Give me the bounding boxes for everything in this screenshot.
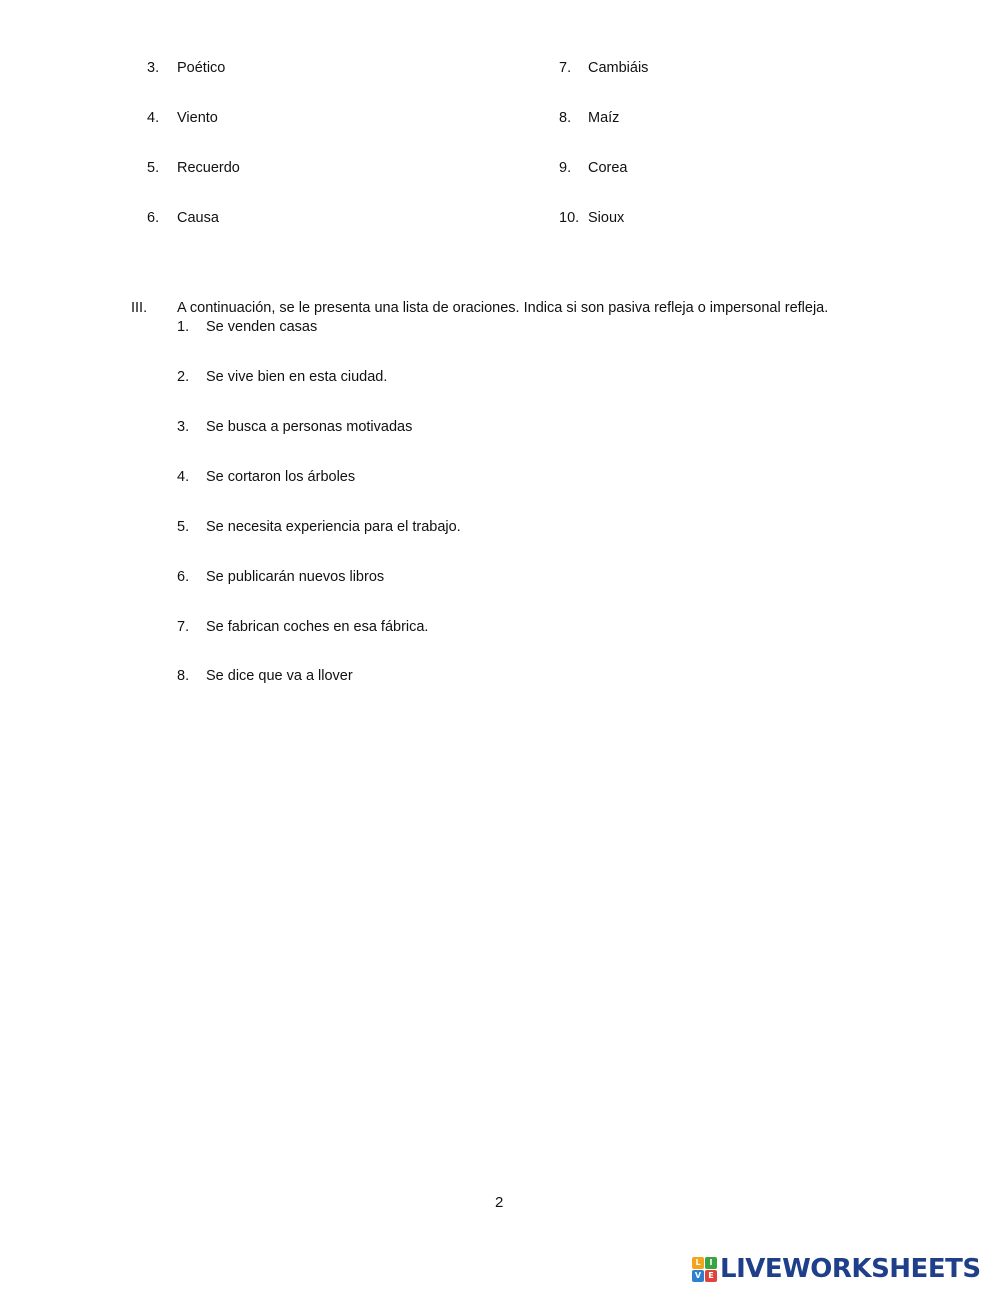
liveworksheets-logo[interactable]	[692, 1254, 981, 1284]
sentence-number: 4.	[177, 469, 190, 485]
logo-mark-icon	[692, 1257, 717, 1282]
list-item-number: 9.	[559, 160, 572, 176]
sentence-number: 7.	[177, 619, 190, 635]
list-item-word: Causa	[177, 210, 219, 226]
sentence-text: Se fabrican coches en esa fábrica.	[206, 619, 429, 635]
sentence-number: 3.	[177, 419, 190, 435]
sentence-number: 5.	[177, 519, 190, 535]
list-item-word: Viento	[177, 110, 218, 126]
sentence-text: Se dice que va a llover	[206, 668, 353, 684]
logo-letter: L	[692, 1257, 704, 1269]
sentence-text: Se publicarán nuevos libros	[206, 569, 385, 585]
list-item-word: Corea	[588, 160, 628, 176]
sentence-number: 6.	[177, 569, 190, 585]
list-item-number: 8.	[559, 110, 572, 126]
sentence-number: 1.	[177, 319, 190, 335]
list-item-number: 6.	[147, 210, 160, 226]
list-item-word: Recuerdo	[177, 160, 240, 176]
sentence-text: Se cortaron los árboles	[206, 469, 356, 485]
logo-letter: E	[705, 1270, 717, 1282]
sentence-text: Se necesita experiencia para el trabajo.	[206, 519, 461, 535]
list-item-number: 3.	[147, 60, 160, 76]
list-item-number: 10.	[559, 210, 580, 226]
list-item-number: 7.	[559, 60, 572, 76]
list-item-word: Sioux	[588, 210, 625, 226]
list-item-word: Cambiáis	[588, 60, 649, 76]
page-number: 2	[495, 1194, 504, 1211]
sentence-text: Se vive bien en esta ciudad.	[206, 369, 388, 385]
sentence-number: 8.	[177, 668, 190, 684]
logo-letter: V	[692, 1270, 704, 1282]
section-instruction: A continuación, se le presenta una lista de oraciones. Indica si son pasiva refleja o impersonal refleja.	[177, 300, 829, 316]
list-item-word: Poético	[177, 60, 226, 76]
list-item-number: 5.	[147, 160, 160, 176]
logo-wordmark: LIVEWORKSHEETS	[720, 1254, 981, 1284]
section-numeral: III.	[131, 300, 148, 316]
list-item-number: 4.	[147, 110, 160, 126]
list-item-word: Maíz	[588, 110, 620, 126]
sentence-number: 2.	[177, 369, 190, 385]
logo-letter: I	[705, 1257, 717, 1269]
sentence-text: Se busca a personas motivadas	[206, 419, 413, 435]
sentence-text: Se venden casas	[206, 319, 318, 335]
